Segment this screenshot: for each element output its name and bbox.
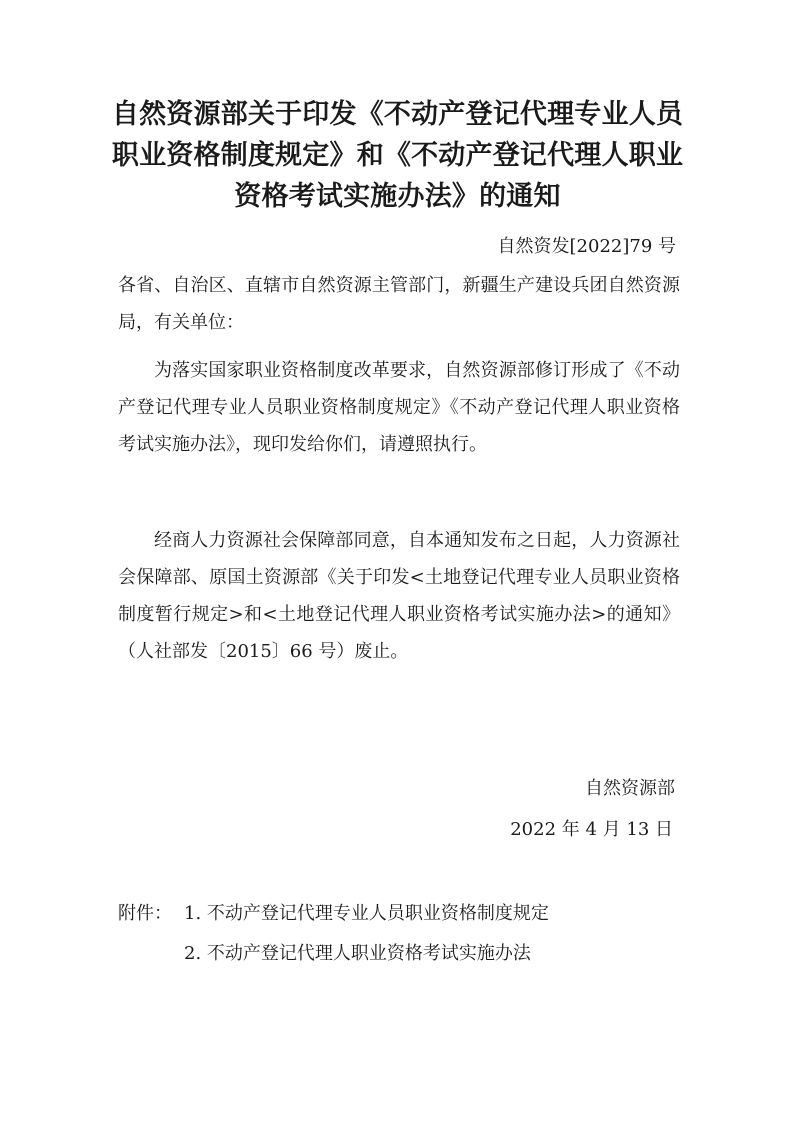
attachment-row-2: [118, 934, 688, 974]
attachments-label-spacer: [118, 934, 184, 974]
issue-date: 2022 年 4 月 13 日: [510, 819, 673, 840]
attachment-item-1: 1. 不动产登记代理专业人员职业资格制度规定: [184, 903, 549, 924]
paragraph-2: 经商人力资源社会保障部同意，自本通知发布之日起，人力资源社会保障部、原国土资源部《关于印发<土地登记代理专业人员职业资格制度暂行规定>和<土地登记代理人职业资格考试实施办法>的通知》（人社部发〔2015〕66 号）废止。: [118, 530, 680, 662]
issuer-signature: 自然资源部: [585, 778, 675, 799]
attachments-label: 附件：: [118, 903, 172, 924]
attachment-row-1: [118, 894, 688, 934]
attachments-section: [118, 894, 688, 974]
salutation: 各省、自治区、直辖市自然资源主管部门，新疆生产建设兵团自然资源局，有关单位：: [118, 275, 680, 333]
document-title: 自然资源部关于印发《不动产登记代理专业人员职业资格制度规定》和《不动产登记代理人职业资格考试实施办法》的通知: [111, 99, 684, 212]
document-number: 自然资发[2022]79 号: [497, 236, 676, 257]
attachment-item-2: 2. 不动产登记代理人职业资格考试实施办法: [184, 943, 531, 964]
paragraph-1: 为落实国家职业资格制度改革要求，自然资源部修订形成了《不动产登记代理专业人员职业资格制度规定》《不动产登记代理人职业资格考试实施办法》，现印发给你们，请遵照执行。: [118, 360, 680, 455]
